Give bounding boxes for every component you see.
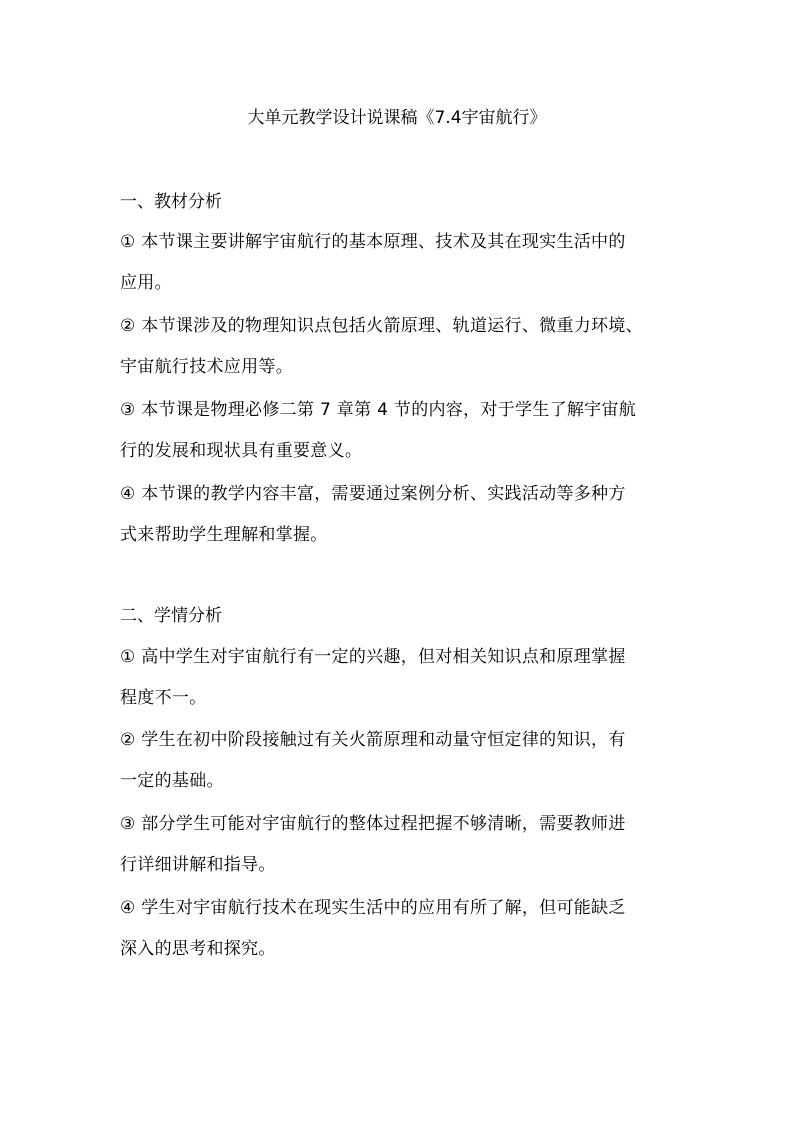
section-heading-learner-analysis: 二、学情分析 (120, 606, 222, 626)
paragraph-line: ④ 本节课的教学内容丰富，需要通过案例分析、实践活动等多种方 (120, 484, 626, 504)
paragraph-line: ② 学生在初中阶段接触过有关火箭原理和动量守恒定律的知识，有 (120, 730, 626, 750)
paragraph-line: 宇宙航行技术应用等。 (120, 357, 293, 377)
paragraph-learner-3 (120, 804, 680, 886)
section-heading-textbook-analysis: 一、教材分析 (120, 192, 222, 212)
paragraph-line: 应用。 (120, 273, 172, 293)
paragraph-textbook-2 (120, 306, 680, 388)
paragraph-textbook-1 (120, 222, 680, 304)
paragraph-line: ③ 部分学生可能对宇宙航行的整体过程把握不够清晰，需要教师进 (120, 814, 626, 834)
paragraph-line: 式来帮助学生理解和掌握。 (120, 525, 328, 545)
paragraph-line: ① 本节课主要讲解宇宙航行的基本原理、技术及其在现实生活中的 (120, 232, 626, 252)
paragraph-line: 一定的基础。 (120, 771, 224, 791)
paragraph-line: 程度不一。 (120, 688, 207, 708)
paragraph-learner-2 (120, 720, 680, 802)
paragraph-textbook-4 (120, 474, 680, 556)
paragraph-line: 行详细讲解和指导。 (120, 855, 276, 875)
paragraph-line: ① 高中学生对宇宙航行有一定的兴趣，但对相关知识点和原理掌握 (120, 647, 626, 667)
paragraph-line: ② 本节课涉及的物理知识点包括火箭原理、轨道运行、微重力环境、 (120, 316, 643, 336)
document-title: 大单元教学设计说课稿《7.4宇宙航行》 (247, 108, 547, 128)
paragraph-learner-1 (120, 637, 680, 719)
paragraph-line: ④ 学生对宇宙航行技术在现实生活中的应用有所了解，但可能缺乏 (120, 898, 626, 918)
paragraph-textbook-3 (120, 390, 680, 472)
paragraph-line: ③ 本节课是物理必修二第 7 章第 4 节的内容，对于学生了解宇宙航 (120, 400, 637, 420)
paragraph-line: 深入的思考和探究。 (120, 939, 276, 959)
paragraph-learner-4 (120, 888, 680, 970)
paragraph-line: 行的发展和现状具有重要意义。 (120, 441, 363, 461)
